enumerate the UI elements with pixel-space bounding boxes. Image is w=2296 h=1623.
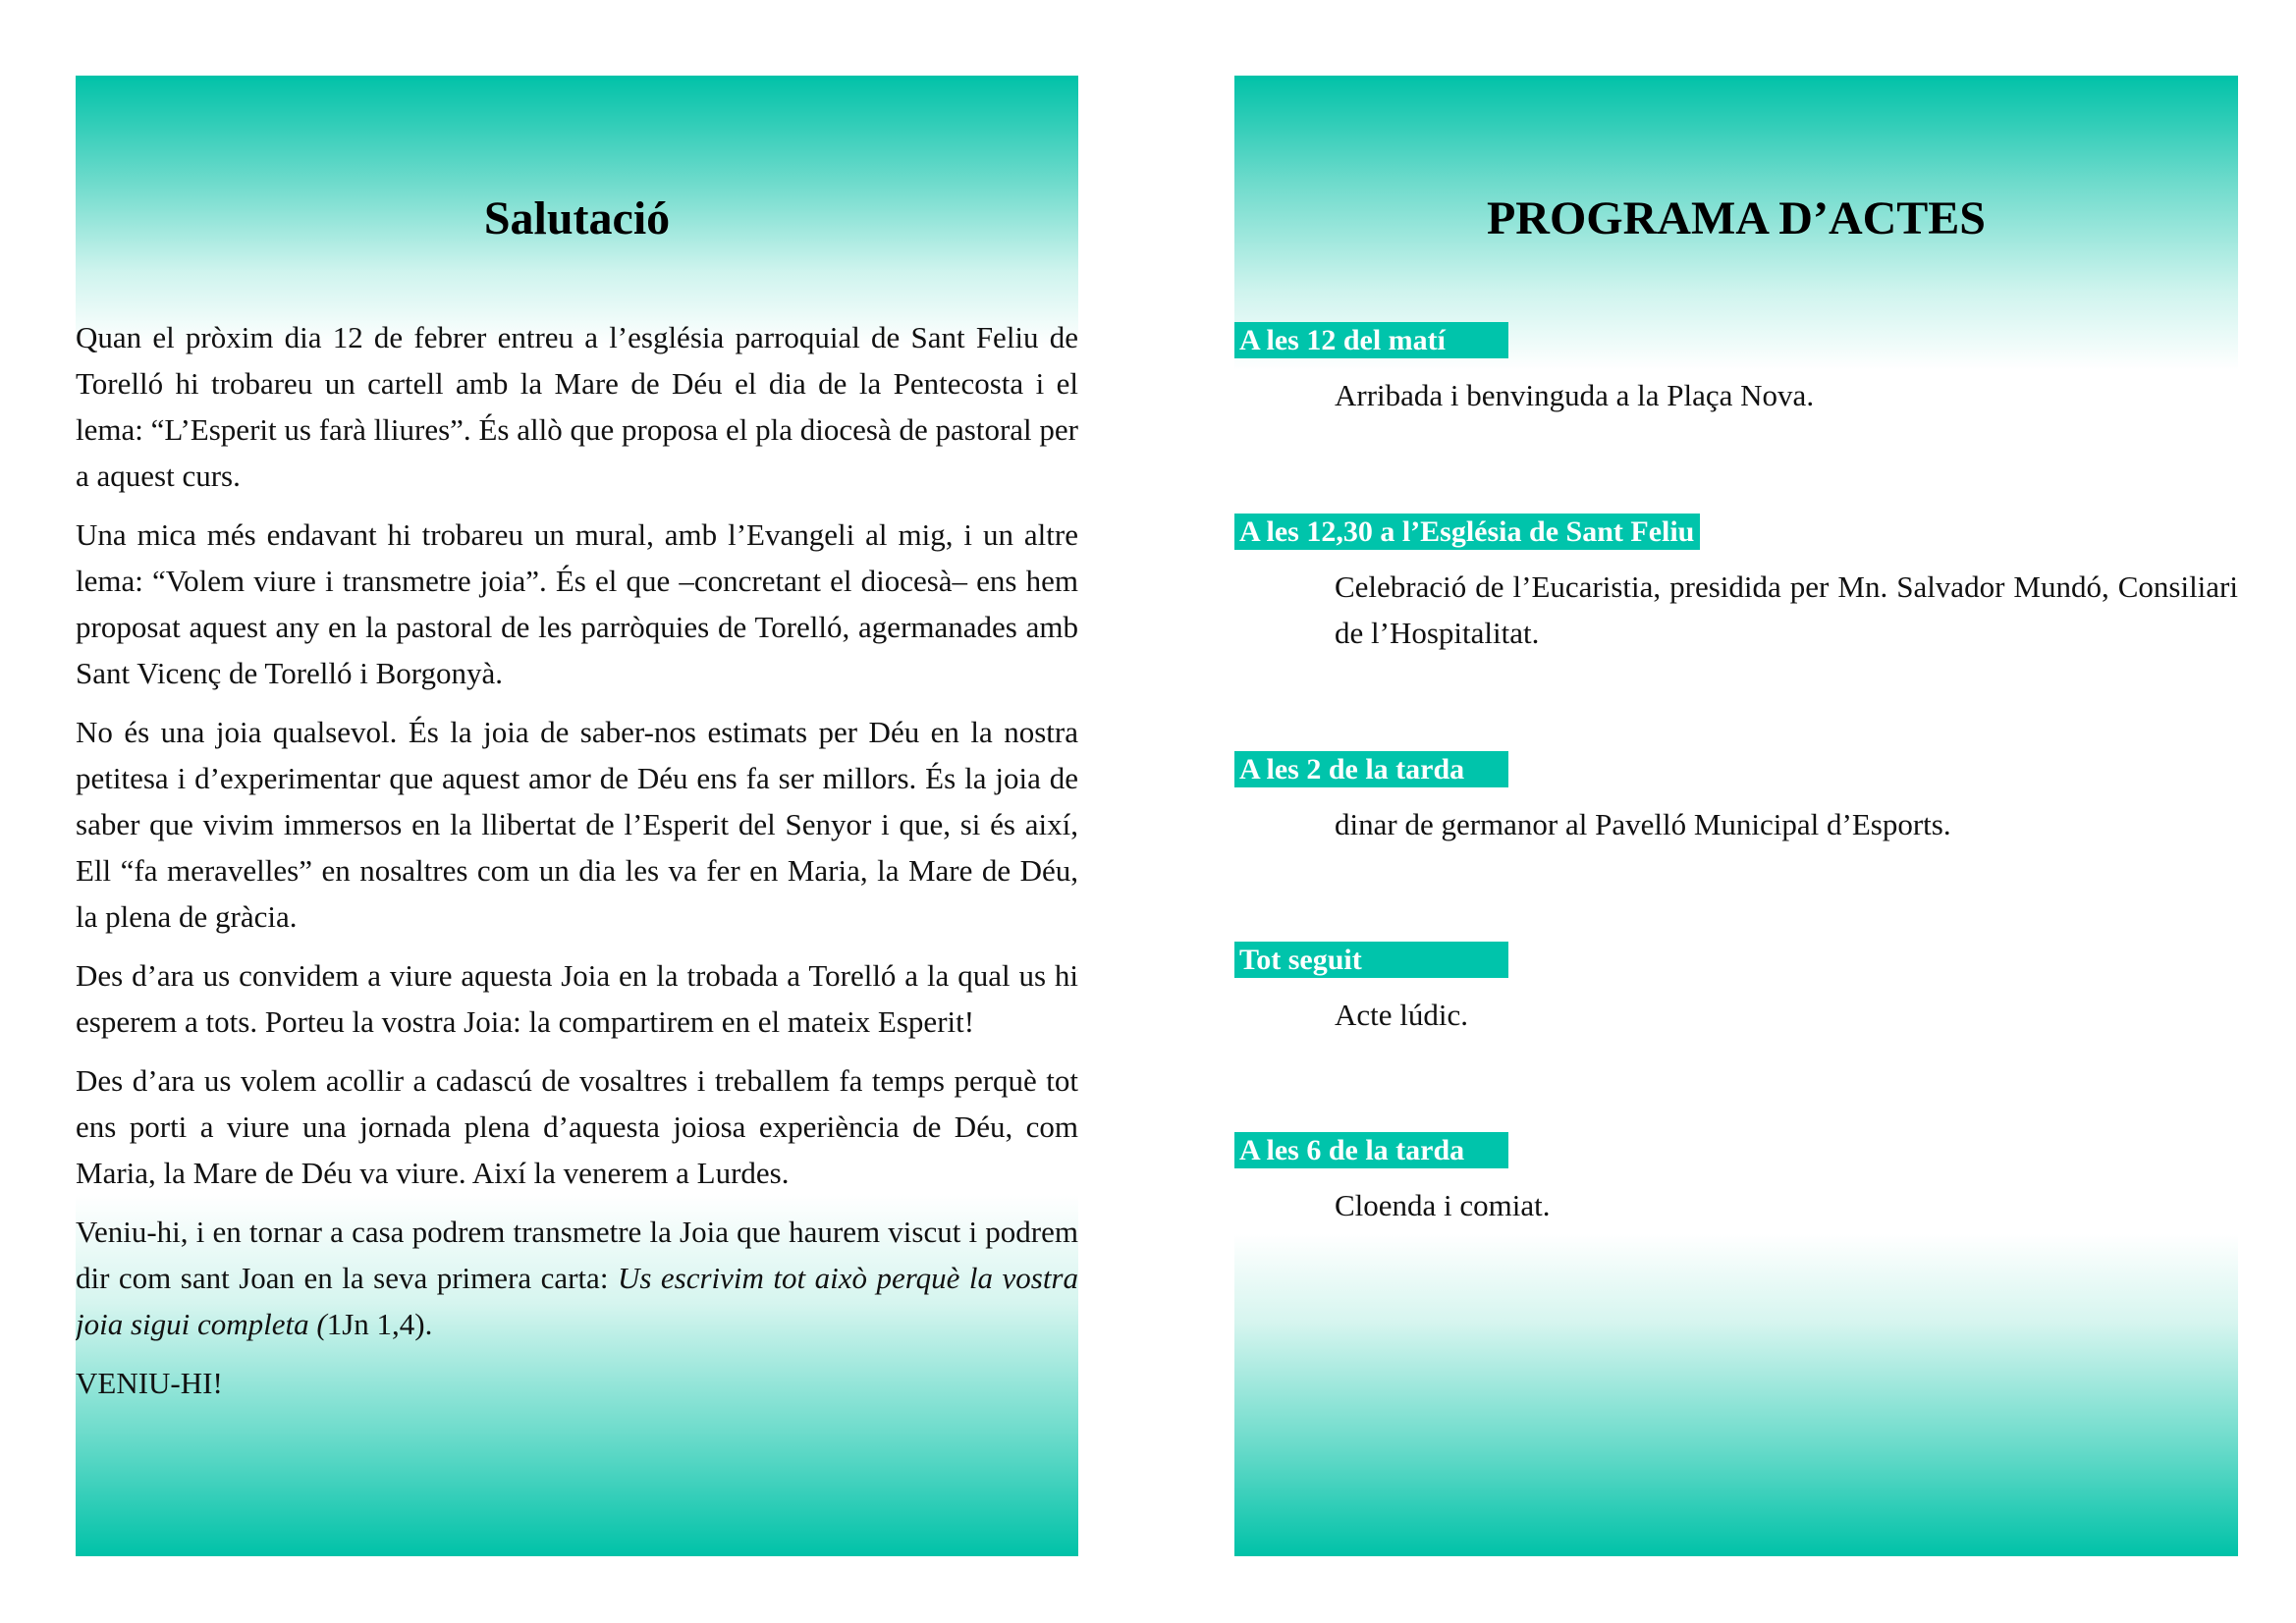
programa-panel	[1234, 76, 2238, 1556]
salutacio-panel	[76, 76, 1078, 1556]
event-description: dinar de germanor al Pavelló Municipal d’Esports.	[1335, 807, 1951, 841]
event-item	[1234, 322, 2238, 418]
paragraph-text: Veniu-hi, i en tornar a casa podrem transmetre la Joia que haurem viscut i podrem dir com sant Joan en la seva primera carta:	[76, 1215, 1078, 1295]
programa-title: PROGRAMA D’ACTES	[1486, 192, 1986, 244]
closing-exclamation: VENIU-HI!	[76, 1366, 223, 1400]
event-description: Acte lúdic.	[1335, 998, 1469, 1032]
paragraph: Des d’ara us convidem a viure aquesta Joia en la trobada a Torelló a la qual us hi esperem a tots. Porteu la vostra Joia: la compartirem en el mateix Esperit!	[76, 958, 1078, 1039]
bible-reference: 1Jn 1,4).	[326, 1307, 433, 1341]
paragraph-closing	[76, 1209, 1078, 1347]
event-description: Celebració de l’Eucaristia, presidida per Mn. Salvador Mundó, Consiliari de l’Hospitalitat.	[1335, 569, 2238, 650]
event-time-label: A les 12,30 a l’Església de Sant Feliu	[1234, 514, 1700, 550]
salutacio-body	[76, 314, 1078, 1419]
paragraph: Des d’ara us volem acollir a cadascú de vosaltres i treballem fa temps perquè tot ens porti a viure una jornada plena d’aquesta joiosa experiència de Déu, com Maria, la Mare de Déu va viure. Així la venerem a Lurdes.	[76, 1063, 1078, 1190]
event-time-label: A les 12 del matí	[1234, 322, 1508, 358]
event-description: Cloenda i comiat.	[1335, 1188, 1551, 1222]
event-time-label: A les 6 de la tarda	[1234, 1132, 1508, 1168]
event-time-label: Tot seguit	[1234, 942, 1508, 978]
event-description: Arribada i benvinguda a la Plaça Nova.	[1335, 378, 1815, 412]
event-time-label: A les 2 de la tarda	[1234, 751, 1508, 787]
paragraph: Una mica més endavant hi trobareu un mural, amb l’Evangeli al mig, i un altre lema: “Volem viure i transmetre joia”. És el que –concretant el diocesà– ens hem proposat aquest any en la pastoral de les parròquies de Torelló, agermanades amb Sant Vicenç de Torelló i Borgonyà.	[76, 517, 1078, 690]
bible-quote: Us escrivim tot això perquè la vostra joia sigui completa (	[76, 1261, 1078, 1341]
paragraph: Quan el pròxim dia 12 de febrer entreu a l’església parroquial de Sant Feliu de Torelló hi trobareu un cartell amb la Mare de Déu el dia de la Pentecosta i el lema: “L’Esperit us farà lliures”. És allò que proposa el pla diocesà de pastoral per a aquest curs.	[76, 320, 1078, 493]
event-item	[1234, 1132, 2238, 1228]
event-item	[1234, 751, 2238, 847]
salutacio-title: Salutació	[483, 192, 671, 244]
event-item	[1234, 942, 2238, 1038]
event-item	[1234, 514, 2238, 656]
paragraph: No és una joia qualsevol. És la joia de saber-nos estimats per Déu en la nostra petitesa i d’experimentar que aquest amor de Déu ens fa ser millors. És la joia de saber que vivim immersos en la llibertat de l’Esperit del Senyor i que, si és així, Ell “fa meravelles” en nosaltres com un dia les va fer en Maria, la Mare de Déu, la plena de gràcia.	[76, 715, 1078, 934]
